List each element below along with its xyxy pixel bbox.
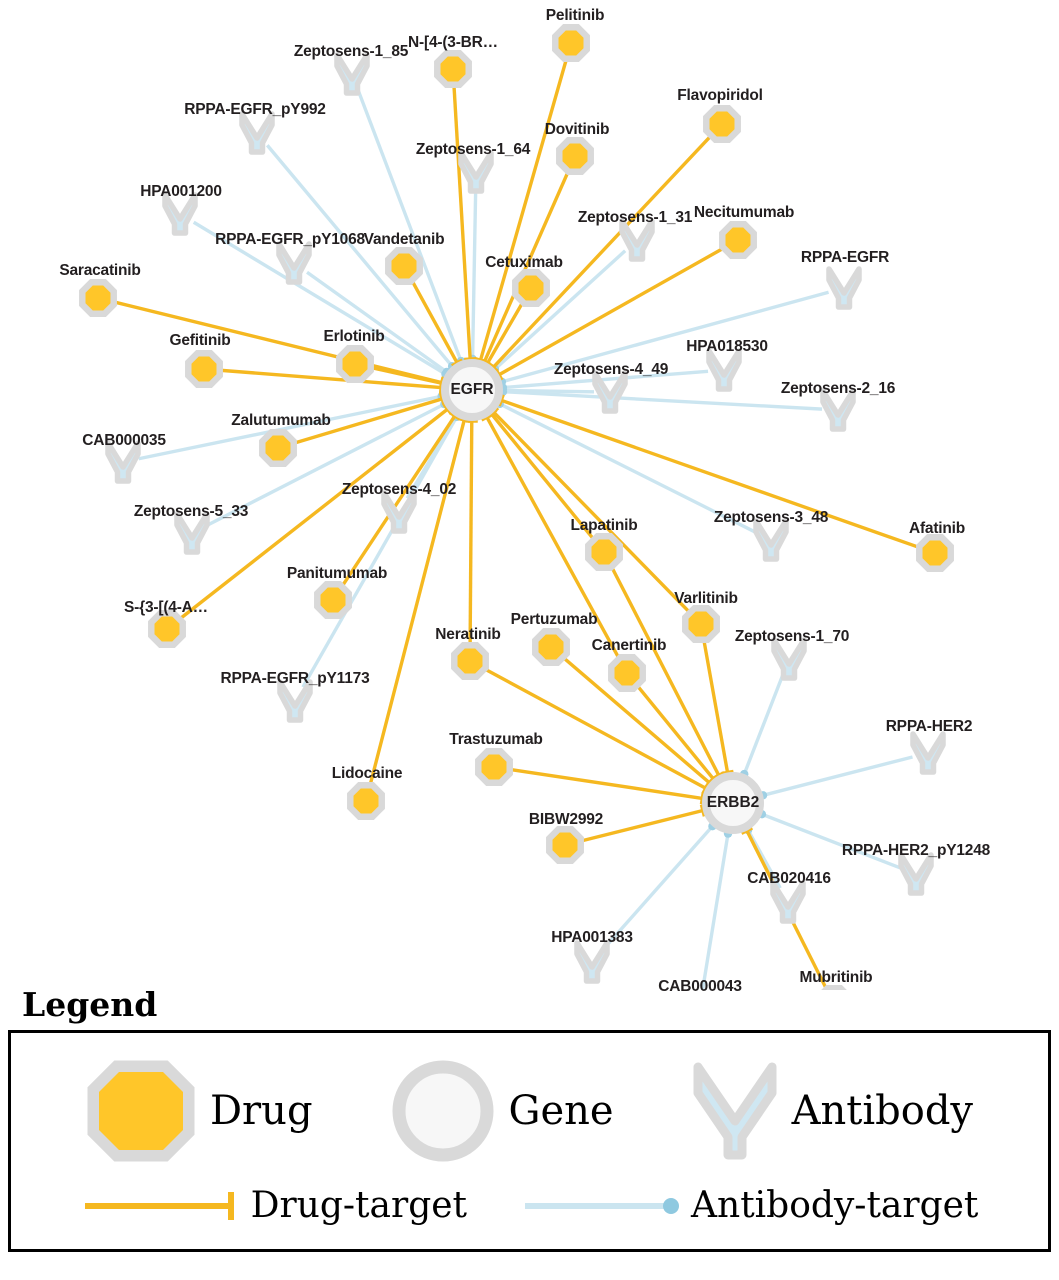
edge <box>501 400 920 547</box>
edge <box>303 417 457 687</box>
edge <box>371 367 442 383</box>
node-label: Zeptosens-2_16 <box>780 380 896 397</box>
node-label: Zeptosens-5_33 <box>133 503 249 520</box>
node-label: Zeptosens-4_49 <box>553 361 669 378</box>
drug-node[interactable] <box>536 632 566 662</box>
legend-gene-label: Gene <box>508 1088 614 1134</box>
node-label: Afatinib <box>908 520 966 537</box>
node-label: HPA001383 <box>551 929 633 946</box>
gene-node-label: ERBB2 <box>706 794 760 811</box>
drug-node[interactable] <box>189 354 219 384</box>
node-label: CAB020416 <box>747 870 831 887</box>
edge <box>470 421 472 645</box>
node-label: Canertinib <box>591 637 667 654</box>
legend-title: Legend <box>22 985 158 1024</box>
node-label: CAB000035 <box>82 432 166 449</box>
node-label: Necitumumab <box>693 204 795 221</box>
node-label: Cetuximab <box>485 254 563 271</box>
edge <box>494 412 690 612</box>
node-label: Zalutumumab <box>231 412 331 429</box>
drug-node[interactable] <box>550 830 580 860</box>
drug-node[interactable] <box>707 109 737 139</box>
node-label: RPPA-EGFR_pY1068 <box>215 231 365 248</box>
drug-node[interactable] <box>318 585 348 615</box>
node-label: Lidocaine <box>331 765 403 782</box>
node-label: RPPA-EGFR_pY992 <box>184 101 326 118</box>
legend-antibody-target-edge <box>521 1185 978 1226</box>
drug-node[interactable] <box>556 28 586 58</box>
antibody-node[interactable] <box>913 734 943 772</box>
drug-node[interactable] <box>389 251 419 281</box>
node-label: Mubritinib <box>799 969 873 986</box>
node-label: N-[4-(3-BR… <box>408 34 498 51</box>
legend <box>0 985 1059 1252</box>
node-label: Zeptosens-1_70 <box>734 628 850 645</box>
node-label: Pelitinib <box>545 7 605 24</box>
drug-node[interactable] <box>723 225 753 255</box>
legend-antibody-target-label: Antibody-target <box>691 1185 979 1226</box>
node-label: S-{3-[(4-A… <box>124 599 208 616</box>
edge <box>702 834 728 990</box>
drug-node[interactable] <box>479 752 509 782</box>
edge <box>510 769 703 798</box>
node-label: Erlotinib <box>323 328 385 345</box>
legend-box <box>8 1030 1051 1252</box>
node-label: Varlitinib <box>674 590 738 607</box>
node-label: Zeptosens-3_48 <box>713 509 829 526</box>
antibody-node[interactable] <box>901 855 931 893</box>
node-label: Lapatinib <box>570 517 638 534</box>
node-label: RPPA-EGFR <box>800 249 890 266</box>
legend-gene <box>391 1059 614 1163</box>
antibody-node[interactable] <box>709 351 739 389</box>
legend-drug-label: Drug <box>209 1088 313 1134</box>
edge <box>503 392 822 409</box>
drug-node[interactable] <box>438 54 468 84</box>
node-label: Trastuzumab <box>449 731 543 748</box>
gene-icon <box>391 1059 495 1163</box>
legend-drug-target-label: Drug-target <box>250 1185 468 1226</box>
node-label: Zeptosens-1_31 <box>577 209 693 226</box>
node-label: RPPA-HER2 <box>885 718 973 735</box>
legend-antibody-label: Antibody <box>791 1088 974 1134</box>
node-label: RPPA-HER2_pY1248 <box>841 842 991 859</box>
edge <box>342 416 455 587</box>
node-label: Panitumumab <box>286 565 388 582</box>
antibody-node[interactable] <box>829 269 859 307</box>
drug-node[interactable] <box>686 609 716 639</box>
legend-antibody <box>692 1059 973 1163</box>
edge <box>744 674 783 774</box>
edge <box>473 188 476 359</box>
drug-node[interactable] <box>612 658 642 688</box>
node-label: RPPA-EGFR_pY1173 <box>220 670 370 687</box>
drug-node[interactable] <box>516 273 546 303</box>
antibody-node[interactable] <box>577 943 607 981</box>
antibody-icon <box>692 1059 778 1163</box>
drug-node[interactable] <box>83 283 113 313</box>
node-label: Zeptosens-1_85 <box>293 43 409 60</box>
gene-node-label: EGFR <box>450 381 494 398</box>
node-label: HPA018530 <box>686 338 768 355</box>
node-label: Gefitinib <box>169 332 231 349</box>
drug-node[interactable] <box>455 646 485 676</box>
drug-node[interactable] <box>589 537 619 567</box>
edge <box>307 272 447 372</box>
node-label: Zeptosens-4_02 <box>341 481 457 498</box>
legend-drug-target-edge <box>81 1185 467 1226</box>
antibody-target-edge-icon <box>521 1189 681 1223</box>
drug-node[interactable] <box>263 433 293 463</box>
drug-node[interactable] <box>920 538 950 568</box>
edge <box>763 757 912 795</box>
drug-icon <box>86 1059 196 1163</box>
node-label: Saracatinib <box>59 262 141 279</box>
node-label: HPA001200 <box>140 183 222 200</box>
drug-node[interactable] <box>351 786 381 816</box>
legend-drug <box>86 1059 313 1163</box>
node-label: Neratinib <box>435 626 501 643</box>
drug-target-edge-icon <box>81 1189 241 1223</box>
drug-node[interactable] <box>152 614 182 644</box>
node-label: Vandetanib <box>363 231 445 248</box>
node-label: Flavopiridol <box>677 87 763 104</box>
antibody-node[interactable] <box>773 883 803 921</box>
node-label: BIBW2992 <box>528 811 604 828</box>
node-label: Zeptosens-1_64 <box>415 141 531 158</box>
drug-node[interactable] <box>340 349 370 379</box>
node-label: CAB000043 <box>658 978 742 995</box>
node-label: Pertuzumab <box>510 611 598 628</box>
edge <box>454 85 470 359</box>
drug-node[interactable] <box>560 141 590 171</box>
node-label: Dovitinib <box>544 121 610 138</box>
